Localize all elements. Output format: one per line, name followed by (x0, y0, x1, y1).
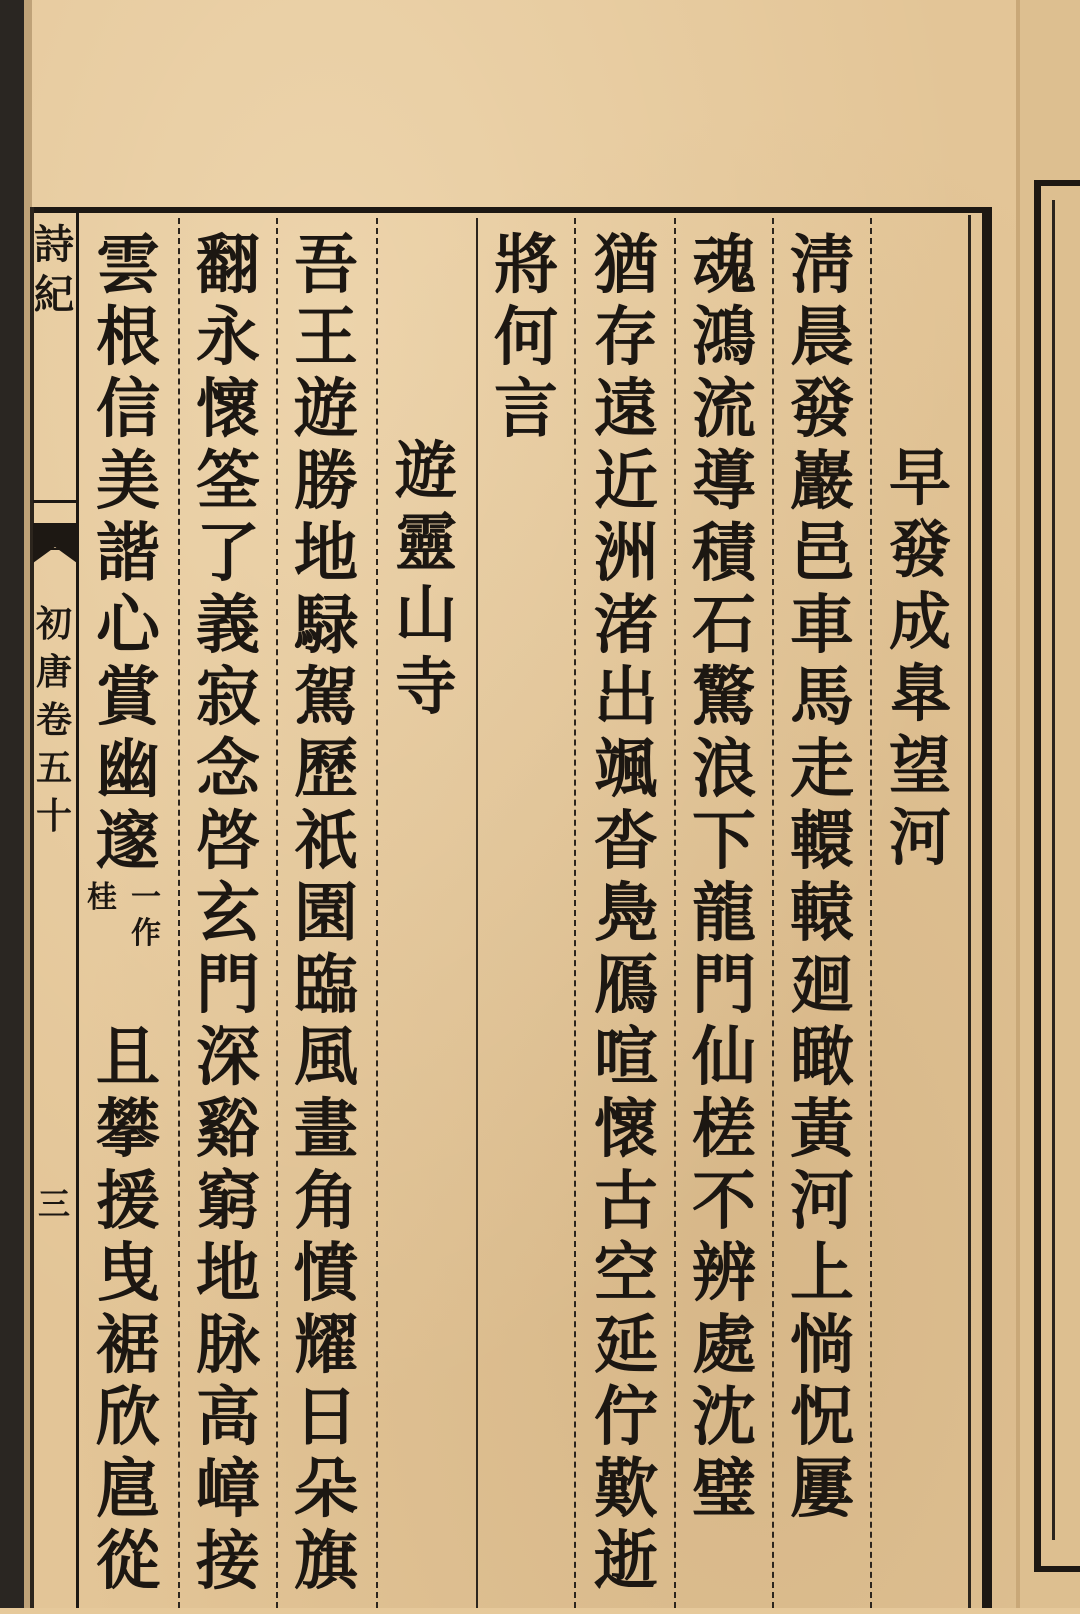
character: 不 (692, 1164, 756, 1239)
character: 近 (594, 444, 658, 519)
character: 耀 (294, 1308, 358, 1383)
character: 屢 (790, 1452, 854, 1527)
character: 遊 (294, 372, 358, 447)
character: 嶂 (196, 1452, 260, 1527)
character: 桂 (87, 880, 117, 915)
character: 幽 (96, 732, 160, 807)
character: 高 (196, 1380, 260, 1455)
character: 筌 (196, 444, 260, 519)
character: 援 (96, 1164, 160, 1239)
poem-column-1 (780, 230, 864, 1526)
character: 賞 (96, 660, 160, 735)
character: 辨 (692, 1236, 756, 1311)
character: 渚 (594, 588, 658, 663)
character: 谿 (196, 1092, 260, 1167)
character: 何 (494, 300, 558, 375)
character: 轘 (790, 804, 854, 879)
character: 雲 (96, 228, 160, 303)
poem-column-3 (584, 230, 668, 1598)
character: 義 (196, 588, 260, 663)
poem-title-2 (384, 435, 468, 723)
column-rule (574, 218, 576, 1608)
text-frame-right (982, 207, 992, 1608)
character: 轅 (790, 876, 854, 951)
character: 懷 (196, 372, 260, 447)
character: 歷 (294, 732, 358, 807)
character: 仙 (692, 1020, 756, 1095)
character: 啓 (196, 804, 260, 879)
character: 風 (294, 1020, 358, 1095)
character: 朵 (294, 1452, 358, 1527)
character: 角 (294, 1164, 358, 1239)
character: 浪 (692, 732, 756, 807)
character: 諧 (96, 516, 160, 591)
character: 王 (294, 300, 358, 375)
character: 言 (494, 372, 558, 447)
character: 勝 (294, 444, 358, 519)
character: 遊 (394, 434, 457, 507)
character: 五 (35, 747, 72, 789)
margin-divider (33, 500, 77, 503)
column-rule (772, 218, 774, 1608)
character: 欣 (96, 1380, 160, 1455)
column-rule (376, 218, 378, 1608)
character: 淸 (790, 228, 854, 303)
character: 流 (692, 372, 756, 447)
character: 園 (294, 876, 358, 951)
character: 脉 (196, 1308, 260, 1383)
poem-column-7b (86, 1022, 170, 1598)
character: 作 (131, 916, 161, 951)
column-rule (276, 218, 278, 1608)
character: 瞰 (790, 1020, 854, 1095)
character: 翻 (196, 228, 260, 303)
character: 歎 (594, 1452, 658, 1527)
character: 裾 (96, 1308, 160, 1383)
character: 念 (196, 732, 260, 807)
character: 邑 (790, 516, 854, 591)
character: 逝 (594, 1524, 658, 1599)
character: 河 (888, 801, 951, 874)
character: 出 (594, 660, 658, 735)
character: 將 (494, 228, 558, 303)
character: 佇 (594, 1380, 658, 1455)
character: 望 (888, 729, 951, 802)
character: 窮 (196, 1164, 260, 1239)
character: 鳧 (594, 876, 658, 951)
character: 上 (790, 1236, 854, 1311)
character: 發 (888, 513, 951, 586)
character: 晨 (790, 300, 854, 375)
character: 地 (294, 516, 358, 591)
character: 下 (692, 804, 756, 879)
column-rule (476, 218, 478, 1608)
text-frame-right-inner (968, 215, 971, 1608)
character: 寂 (196, 660, 260, 735)
character: 憤 (294, 1236, 358, 1311)
character: 巖 (790, 444, 854, 519)
character: 處 (692, 1308, 756, 1383)
interlinear-note (128, 880, 164, 952)
character: 臯 (888, 657, 951, 730)
character: 積 (692, 516, 756, 591)
character: 龍 (692, 876, 756, 951)
character: 攀 (96, 1092, 160, 1167)
poem-column-2 (682, 230, 766, 1526)
character: 心 (96, 588, 160, 663)
book-spine-shadow (0, 0, 24, 1608)
character: 喧 (594, 1020, 658, 1095)
character: 黃 (790, 1092, 854, 1167)
text-frame-left (30, 207, 34, 1608)
character: 玄 (196, 876, 260, 951)
character: 馬 (790, 660, 854, 735)
character: 吾 (294, 228, 358, 303)
character: 美 (96, 444, 160, 519)
character: 臨 (294, 948, 358, 1023)
character: 懷 (594, 1092, 658, 1167)
character: 三 (37, 1185, 70, 1223)
character: 古 (594, 1164, 658, 1239)
margin-page-number (32, 1175, 76, 1233)
character: 空 (594, 1236, 658, 1311)
character: 早 (888, 441, 951, 514)
character: 沓 (594, 804, 658, 879)
character: 河 (790, 1164, 854, 1239)
character: 靈 (394, 506, 457, 579)
character: 初 (35, 603, 72, 645)
character: 永 (196, 300, 260, 375)
character: 十 (35, 795, 72, 837)
character: 詩 (34, 221, 74, 268)
character: 鴈 (594, 948, 658, 1023)
character: 發 (790, 372, 854, 447)
character: 導 (692, 444, 756, 519)
character: 紀 (34, 271, 74, 318)
poem-title-1 (878, 442, 962, 874)
character: 畫 (294, 1092, 358, 1167)
character: 邃 (96, 804, 160, 879)
character: 門 (692, 948, 756, 1023)
column-rule (674, 218, 676, 1608)
character: 存 (594, 300, 658, 375)
character: 魂 (692, 228, 756, 303)
character: 走 (790, 732, 854, 807)
character: 駕 (294, 660, 358, 735)
fish-tail-line (33, 548, 77, 568)
facing-page-inner-rule (1052, 200, 1080, 1540)
character: 騄 (294, 588, 358, 663)
character: 廻 (790, 948, 854, 1023)
character: 沈 (692, 1380, 756, 1455)
character: 日 (294, 1380, 358, 1455)
character: 石 (692, 588, 756, 663)
character: 洲 (594, 516, 658, 591)
character: 唐 (35, 651, 72, 693)
column-rule (178, 218, 180, 1608)
character: 地 (196, 1236, 260, 1311)
character: 璧 (692, 1452, 756, 1527)
poem-column-4 (484, 230, 568, 446)
character: 旗 (294, 1524, 358, 1599)
character: 寺 (394, 650, 457, 723)
poem-column-6 (186, 230, 270, 1598)
interlinear-note (84, 880, 120, 916)
character: 祇 (294, 804, 358, 879)
character: 山 (394, 578, 457, 651)
character: 槎 (692, 1092, 756, 1167)
margin-column-rule (76, 212, 79, 1608)
margin-title (32, 220, 76, 320)
character: 曳 (96, 1236, 160, 1311)
character: 惝 (790, 1308, 854, 1383)
character: 遠 (594, 372, 658, 447)
character: 驚 (692, 660, 756, 735)
character: 門 (196, 948, 260, 1023)
character: 信 (96, 372, 160, 447)
character: 怳 (790, 1380, 854, 1455)
character: 從 (96, 1524, 160, 1599)
character: 成 (888, 585, 951, 658)
poem-column-7 (86, 230, 170, 878)
column-rule (870, 218, 872, 1608)
character: 車 (790, 588, 854, 663)
character: 深 (196, 1020, 260, 1095)
character: 颯 (594, 732, 658, 807)
character: 卷 (35, 699, 72, 741)
margin-volume (32, 600, 76, 840)
character: 延 (594, 1308, 658, 1383)
character: 接 (196, 1524, 260, 1599)
character: 根 (96, 300, 160, 375)
poem-column-5 (284, 230, 368, 1598)
character: 了 (196, 516, 260, 591)
character: 鴻 (692, 300, 756, 375)
character: 一 (131, 880, 161, 915)
character: 且 (96, 1020, 160, 1095)
character: 猶 (594, 228, 658, 303)
character: 扈 (96, 1452, 160, 1527)
